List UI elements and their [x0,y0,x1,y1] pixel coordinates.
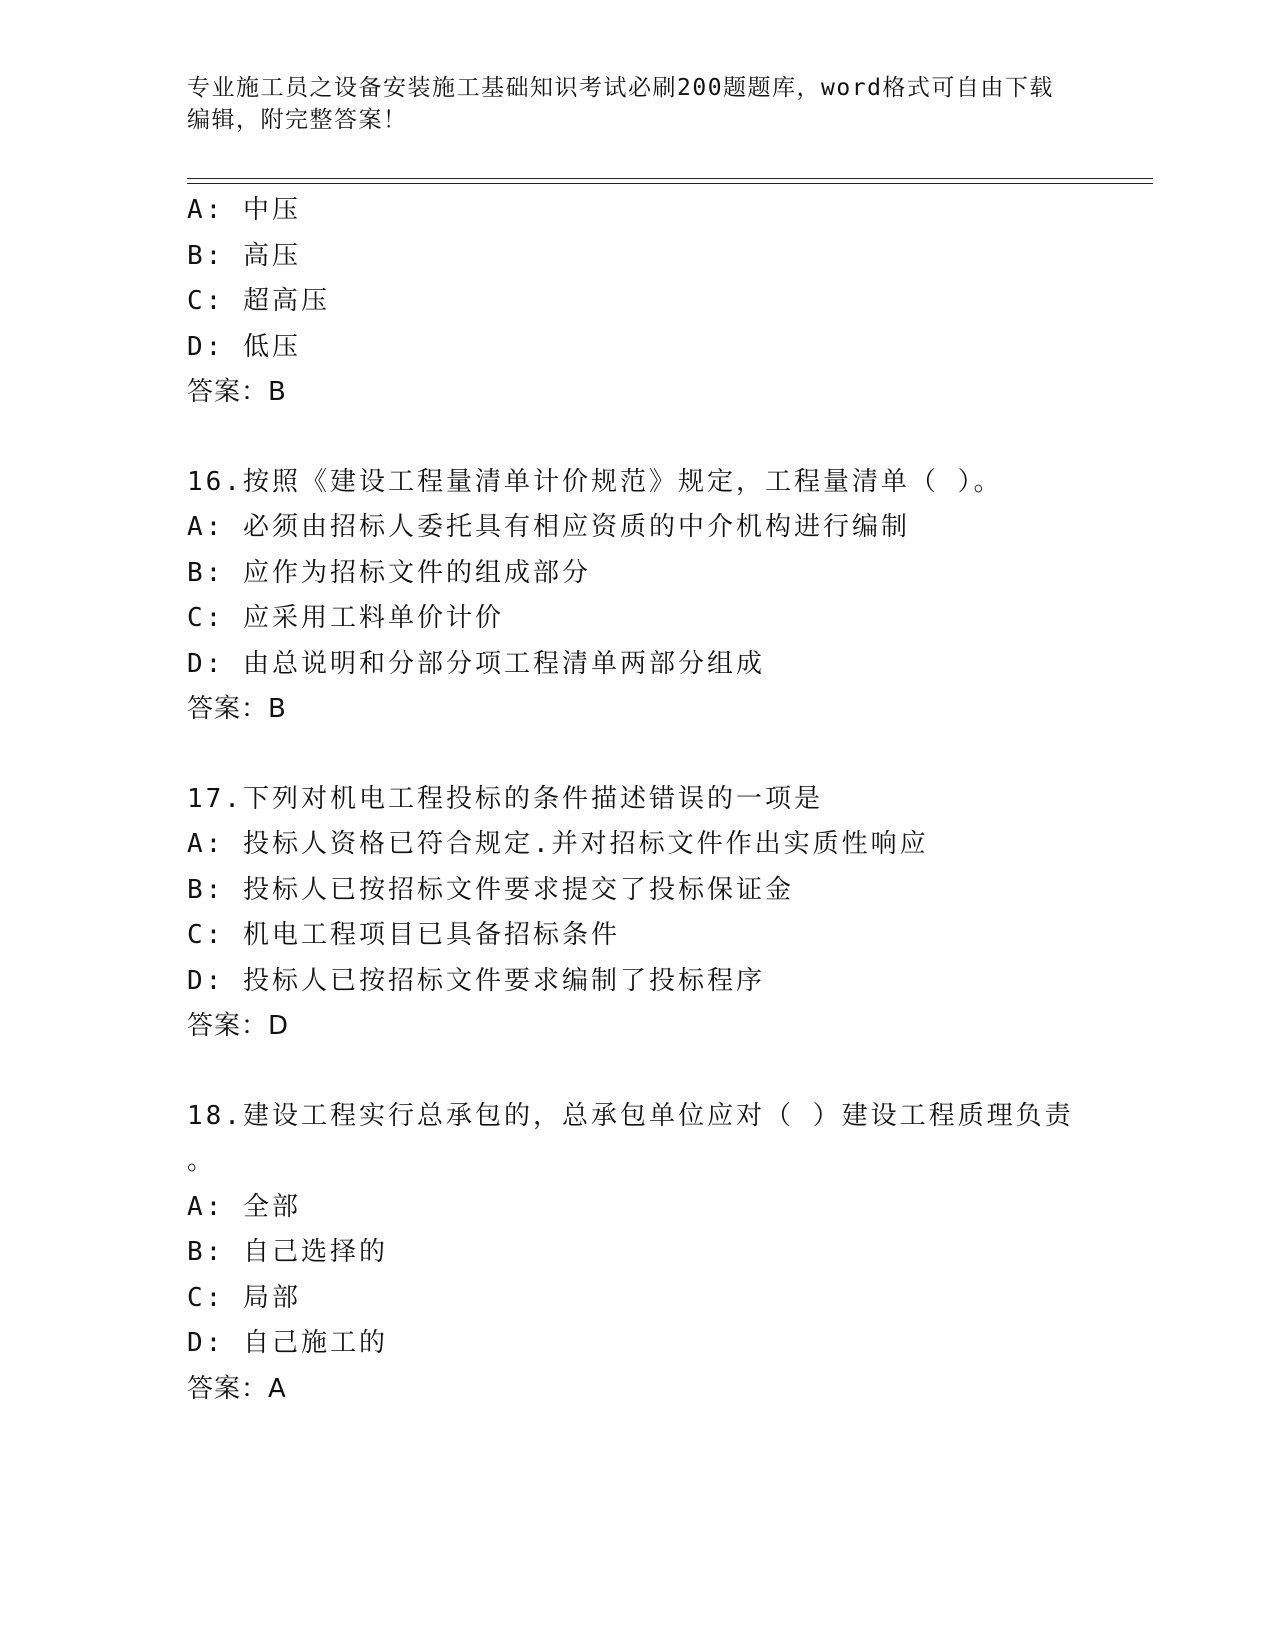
question-18 [187,1094,1153,1413]
question-17 [187,777,1153,1050]
answer-line: 答案：B [187,377,287,407]
question-15 [187,188,1153,416]
header-divider-top [187,178,1153,179]
answer-line: 答案：A [187,1373,287,1404]
header-title-line-1: 专业施工员之设备安装施工基础知识考试必刷200题题库，word格式可自由下载 [187,75,1054,101]
document-header [187,72,1087,136]
question-text: 18.建设工程实行总承包的，总承包单位应对（ ）建设工程质理负责 [187,1100,1074,1131]
option-d: D: 投标人已按招标文件要求编制了投标程序 [187,965,765,996]
option-d: D: 低压 [187,331,301,362]
option-b: B: 高压 [187,240,301,271]
option-d: D: 自己施工的 [187,1328,388,1358]
question-text-continuation: 。 [187,1146,217,1176]
option-a: A: 全部 [187,1191,301,1222]
option-c: C: 局部 [187,1282,301,1313]
option-b: B: 应作为招标文件的组成部分 [187,557,591,588]
question-text: 16.按照《建设工程量清单计价规范》规定，工程量清单（ ）。 [187,466,1003,497]
option-a: A: 投标人资格已符合规定.并对招标文件作出实质性响应 [187,829,929,859]
question-list [187,188,1153,1412]
header-title-line-2: 编辑，附完整答案！ [187,107,408,133]
option-c: C: 超高压 [187,286,330,316]
option-c: C: 机电工程项目已具备招标条件 [187,920,620,950]
header-divider-bottom [187,183,1153,184]
question-16 [187,460,1153,733]
option-a: A: 必须由招标人委托具有相应资质的中介机构进行编制 [187,512,910,542]
answer-line: 答案：D [187,1011,290,1041]
option-c: C: 应采用工料单价计价 [187,603,504,633]
option-b: B: 自己选择的 [187,1237,388,1267]
option-d: D: 由总说明和分部分项工程清单两部分组成 [187,648,765,679]
option-a: A: 中压 [187,195,301,225]
option-b: B: 投标人已按招标文件要求提交了投标保证金 [187,874,794,905]
question-text: 17.下列对机电工程投标的条件描述错误的一项是 [187,783,823,814]
answer-line: 答案：B [187,694,287,724]
